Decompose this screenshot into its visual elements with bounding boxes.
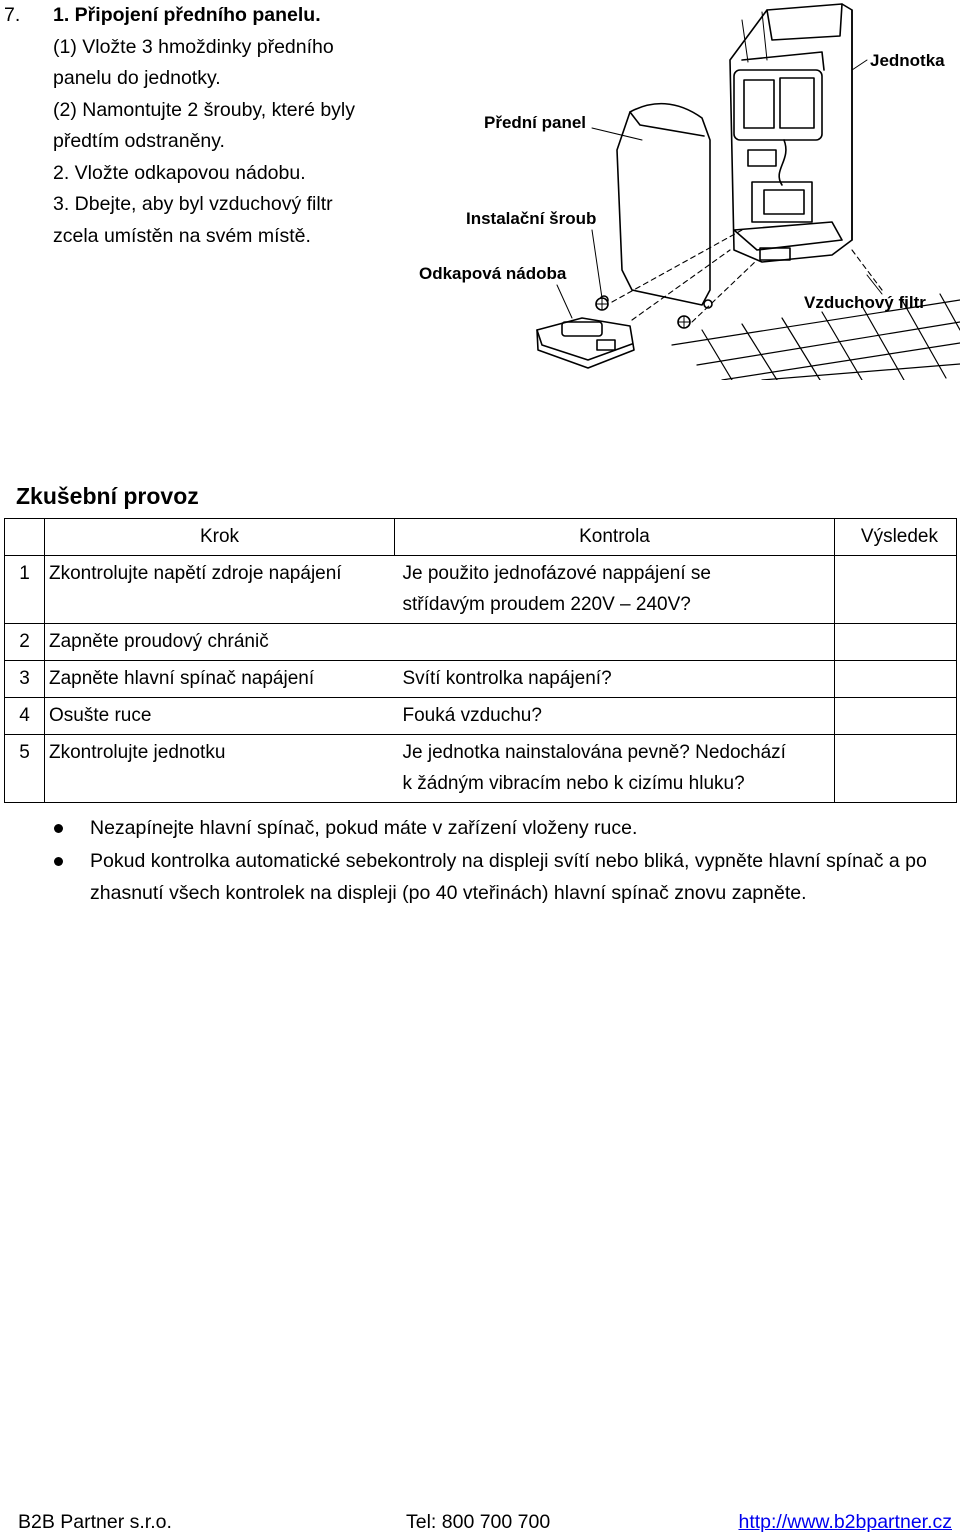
row-check-line: k žádným vibracím nebo k cizímu hluku? [402, 773, 745, 794]
row-step: Zkontrolujte jednotku [45, 735, 395, 803]
row-result [835, 624, 957, 661]
row-step: Osušte ruce [45, 698, 395, 735]
row-check [395, 556, 835, 624]
bullet-icon [54, 857, 63, 866]
label-installation-screw: Instalační šroub [466, 209, 597, 228]
row-result [835, 556, 957, 624]
label-drip-tray: Odkapová nádoba [419, 264, 567, 283]
bullet-icon [54, 824, 63, 833]
table-row [5, 624, 957, 661]
installation-diagram [412, 0, 960, 380]
note-text: Pokud kontrolka automatické sebekontroly na displeji svítí nebo bliká, vypněte hlavní spínač a po zhasnutí všech kontrolek na displeji (po 40 vteřinách) hlavní spínač znovu zapněte. [90, 849, 927, 904]
step-line-5: předtím odstraněny. [53, 130, 225, 152]
footer-website-link[interactable]: http://www.b2bpartner.cz [738, 1511, 952, 1533]
list-item [50, 812, 950, 845]
footer-phone: Tel: 800 700 700 [406, 1511, 551, 1533]
label-air-filter: Vzduchový filtr [804, 293, 926, 312]
row-check [395, 735, 835, 803]
row-check [395, 624, 835, 661]
row-number: 2 [5, 624, 45, 661]
label-unit: Jednotka [870, 51, 945, 70]
row-number: 1 [5, 556, 45, 624]
row-check-line: Svítí kontrolka napájení? [402, 668, 612, 689]
step-line-2: (1) Vložte 3 hmoždinky předního [53, 35, 334, 58]
notes-list [50, 812, 950, 910]
row-check-line: Fouká vzduchu? [402, 705, 542, 726]
row-result [835, 735, 957, 803]
test-run-table [4, 518, 957, 803]
row-check-line: střídavým proudem 220V – 240V? [402, 594, 691, 615]
row-step: Zapněte hlavní spínač napájení [45, 661, 395, 698]
page-footer [0, 1506, 960, 1538]
row-step: Zapněte proudový chránič [45, 624, 395, 661]
row-number: 3 [5, 661, 45, 698]
step-line-1: 1. Připojení předního panelu. [53, 4, 321, 26]
row-number: 5 [5, 735, 45, 803]
step-line-6: 2. Vložte odkapovou nádobu. [53, 161, 306, 184]
table-header-row [5, 519, 957, 556]
list-item [50, 845, 950, 910]
footer-company: B2B Partner s.r.o. [18, 1511, 172, 1533]
row-result [835, 698, 957, 735]
step-line-8: zcela umístěn na svém místě. [53, 224, 311, 247]
header-number [5, 519, 45, 556]
step-line-4: (2) Namontujte 2 šrouby, které byly [53, 98, 356, 121]
step-line-3: panelu do jednotky. [53, 67, 221, 89]
step-line-7: 3. Dbejte, aby byl vzduchový filtr [53, 193, 333, 215]
drip-tray [537, 318, 634, 368]
row-check [395, 661, 835, 698]
hand-dryer-illustration [412, 0, 960, 380]
table-row [5, 735, 957, 803]
row-check-line: Je použito jednofázové nappájení se [402, 563, 711, 584]
note-text: Nezapínejte hlavní spínač, pokud máte v zařízení vloženy ruce. [90, 817, 638, 839]
row-step: Zkontrolujte napětí zdroje napájení [45, 556, 395, 624]
header-step: Krok [45, 519, 395, 556]
table-row [5, 661, 957, 698]
header-check: Kontrola [395, 519, 835, 556]
table-row [5, 556, 957, 624]
table-row [5, 698, 957, 735]
label-front-panel: Přední panel [484, 113, 587, 132]
row-result [835, 661, 957, 698]
unit-body [730, 4, 852, 262]
section-title: Zkušební provoz [16, 483, 199, 509]
header-result: Výsledek [835, 519, 957, 556]
row-number: 4 [5, 698, 45, 735]
row-check-line: Je jednotka nainstalována pevně? Nedochází [402, 742, 786, 763]
step-list-number: 7. [4, 4, 21, 26]
row-check [395, 698, 835, 735]
